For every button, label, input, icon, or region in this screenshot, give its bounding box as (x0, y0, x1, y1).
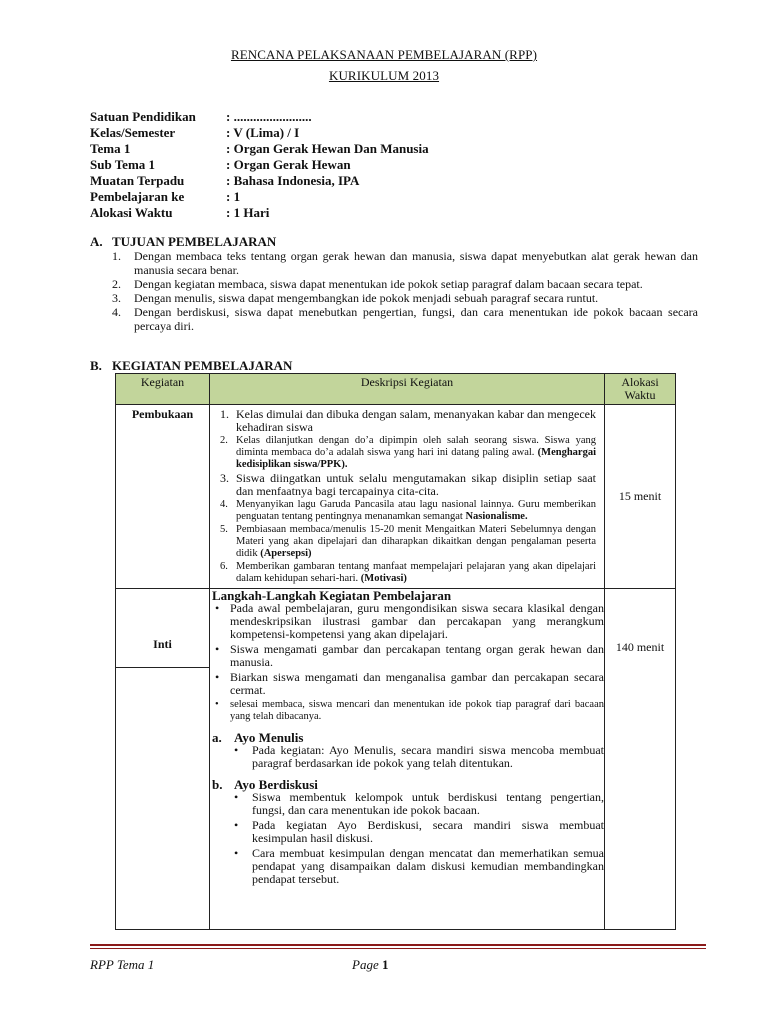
phase-inti: Inti (153, 637, 172, 651)
item-number: 3. (220, 471, 229, 485)
item-text: selesai membaca, siswa mencari dan menentukan ide pokok tiap paragraf dari bacaan yang telah dibacanya. (230, 699, 604, 722)
item-emphasis: (Apersepsi) (257, 548, 312, 559)
list-item (214, 524, 596, 560)
inti-heading: Langkah-Langkah Kegiatan Pembelajaran (212, 588, 452, 603)
list-item (112, 249, 698, 277)
section-letter: A. (90, 234, 103, 249)
item-number: 2. (220, 435, 228, 446)
time-pembukaan: 15 menit (605, 405, 676, 589)
bullet-icon: • (234, 790, 239, 804)
info-row-subtema (90, 157, 429, 173)
list-item (214, 561, 596, 585)
list-item (210, 744, 604, 770)
info-value: : Organ Gerak Hewan Dan Manusia (226, 141, 429, 156)
item-text: Dengan menulis, siswa dapat mengembangkan ide pokok menjadi sebuah paragraf secara runtut. (134, 291, 599, 305)
page-number: 1 (381, 957, 389, 972)
item-text: Siswa diingatkan untuk selalu mengutamakan sikap disiplin setiap saat dan menfaatnya bagi tercapainya cita-cita. (236, 471, 596, 498)
list-item (214, 499, 596, 523)
header-alokasi: Alokasi Waktu (605, 374, 676, 405)
header-deskripsi: Deskripsi Kegiatan (210, 374, 605, 405)
list-item (214, 472, 596, 498)
list-item (210, 791, 604, 817)
sub-letter: b. (212, 777, 223, 792)
info-label: Kelas/Semester (90, 125, 176, 140)
info-label: Tema 1 (90, 141, 131, 156)
bullet-icon: • (234, 818, 239, 832)
item-emphasis: (Motivasi) (358, 573, 407, 584)
info-row-muatan (90, 173, 429, 189)
info-label: Sub Tema 1 (90, 157, 156, 172)
bullet-icon: • (215, 670, 220, 684)
info-row-pembelajaran (90, 189, 429, 205)
info-value: : 1 (226, 189, 241, 204)
sub-title: Ayo Menulis (234, 730, 304, 745)
item-text: Pada kegiatan Ayo Berdiskusi, secara mandiri siswa membuat kesimpulan hasil diskusi. (252, 818, 604, 845)
list-item (210, 847, 604, 886)
list-item (210, 602, 604, 641)
pembukaan-description (210, 405, 605, 589)
item-number: 3. (112, 291, 121, 305)
list-item (210, 671, 604, 697)
list-item (112, 305, 698, 333)
item-text: Kelas dilanjutkan dengan do’a dipimpin oleh salah seorang siswa. Siswa yang diminta membaca do’a adalah siswa yang hari ini datang paling awal. (236, 435, 596, 458)
section-title: TUJUAN PEMBELAJARAN (112, 234, 277, 249)
time-inti: 140 menit (605, 589, 676, 930)
info-label: Pembelajaran ke (90, 189, 185, 204)
item-number: 1. (220, 407, 229, 421)
document-subtitle: KURIKULUM 2013 (328, 68, 440, 83)
list-item (210, 819, 604, 845)
bullet-icon: • (234, 743, 239, 757)
list-item (210, 643, 604, 669)
list-item (214, 408, 596, 434)
table-row-inti (116, 589, 676, 930)
footer-doc-label: RPP Tema 1 (90, 957, 155, 972)
item-text: Biarkan siswa mengamati dan menganalisa gambar dan percakapan secara cermat. (230, 670, 604, 697)
list-item (210, 699, 604, 723)
identity-block (90, 109, 429, 221)
item-text: Pembiasaan membaca/menulis 15-20 menit Mengaitkan Materi Sebelumnya dengan Materi yang akan dipelajari dan diharapkan dikaitkan dengan pengalaman peserta didik (236, 524, 596, 559)
info-label: Satuan Pendidikan (90, 109, 196, 124)
header-kegiatan: Kegiatan (116, 374, 210, 405)
footer-page-number (352, 957, 388, 973)
item-number: 1. (112, 249, 121, 263)
table-row-pembukaan (116, 405, 676, 589)
info-row-alokasi (90, 205, 429, 221)
sub-title: Ayo Berdiskusi (234, 777, 318, 792)
item-number: 6. (220, 561, 228, 572)
info-value: : Organ Gerak Hewan (226, 157, 351, 172)
list-item (112, 277, 698, 291)
page-label: Page (352, 957, 379, 972)
phase-pembukaan: Pembukaan (116, 405, 210, 589)
item-text: Pada kegiatan: Ayo Menulis, secara mandiri siswa mencoba membuat paragraf berdasarkan ide pokok yang telah ditentukan. (252, 743, 604, 770)
section-letter: B. (90, 358, 102, 373)
section-title: KEGIATAN PEMBELAJARAN (112, 358, 293, 373)
phase-inti-cell (116, 589, 210, 930)
objectives-list (112, 249, 698, 333)
item-text: Pada awal pembelajaran, guru mengondisikan siswa secara klasikal dengan mendeskripsikan ilustrasi gambar dan percakapan yang merangkum kompetensi-kompetensi yang akan dipelajari. (230, 601, 604, 641)
item-text: Dengan berdiskusi, siswa dapat menebutkan pengertian, fungsi, dan cara menentukan ide pokok bacaan secara percaya diri. (134, 305, 698, 333)
item-text: Dengan kegiatan membaca, siswa dapat menentukan ide pokok setiap paragraf dalam bacaan secara tepat. (134, 277, 643, 291)
list-item (112, 291, 698, 305)
bullet-icon: • (215, 699, 219, 710)
list-item (214, 435, 596, 471)
info-value: : V (Lima) / I (226, 125, 300, 140)
table-header-row (116, 374, 676, 405)
item-emphasis: (Menghargai kedisiplikan siswa/PPK). (236, 447, 596, 470)
footer-rule (90, 944, 706, 946)
info-row-kelas (90, 125, 429, 141)
item-text: Dengan membaca teks tentang organ gerak hewan dan manusia, siswa dapat menyebutkan alat gerak hewan dan manusia secara benar. (134, 249, 698, 277)
item-number: 5. (220, 524, 228, 535)
sub-letter: a. (212, 730, 222, 745)
document-title: RENCANA PELAKSANAAN PEMBELAJARAN (RPP) (230, 47, 538, 62)
item-text: Siswa mengamati gambar dan percakapan tentang organ gerak hewan dan manusia. (230, 642, 604, 669)
bullet-icon: • (234, 846, 239, 860)
item-text: Menyanyikan lagu Garuda Pancasila atau lagu nasional lainnya. Guru memberikan penguatan tentang pentingnya menanamkan semangat (236, 499, 596, 522)
info-label: Alokasi Waktu (90, 205, 173, 220)
item-text: Siswa membentuk kelompok untuk berdiskusi tentang pengertian, fungsi, dan cara menentukan ide pokok bacaan. (252, 790, 604, 817)
info-value: : 1 Hari (226, 205, 270, 220)
footer-rule-thin (90, 948, 706, 949)
item-emphasis: Nasionalisme. (462, 511, 528, 522)
item-number: 2. (112, 277, 121, 291)
inti-label-box (116, 589, 209, 668)
info-row-satuan (90, 109, 429, 125)
info-row-tema (90, 141, 429, 157)
item-number: 4. (112, 305, 121, 319)
activities-table (115, 373, 676, 930)
item-text: Memberikan gambaran tentang manfaat mempelajari pelajaran yang akan dipelajari dalam kehidupan sehari-hari. (236, 561, 596, 584)
info-label: Muatan Terpadu (90, 173, 185, 188)
bullet-icon: • (215, 642, 220, 656)
info-value: : Bahasa Indonesia, IPA (226, 173, 360, 188)
info-value: : ........................ (226, 109, 312, 124)
bullet-icon: • (215, 601, 220, 615)
inti-description (210, 589, 605, 930)
item-text: Kelas dimulai dan dibuka dengan salam, menanyakan kabar dan mengecek kehadiran siswa (236, 407, 596, 434)
item-text: Cara membuat kesimpulan dengan mencatat dan memerhatikan semua pendapat yang disampaikan dalam diskusi kemudian membandingkan pendapat tersebut. (252, 846, 604, 886)
section-heading-tujuan (90, 234, 276, 250)
item-number: 4. (220, 499, 228, 510)
section-heading-kegiatan (90, 358, 292, 374)
